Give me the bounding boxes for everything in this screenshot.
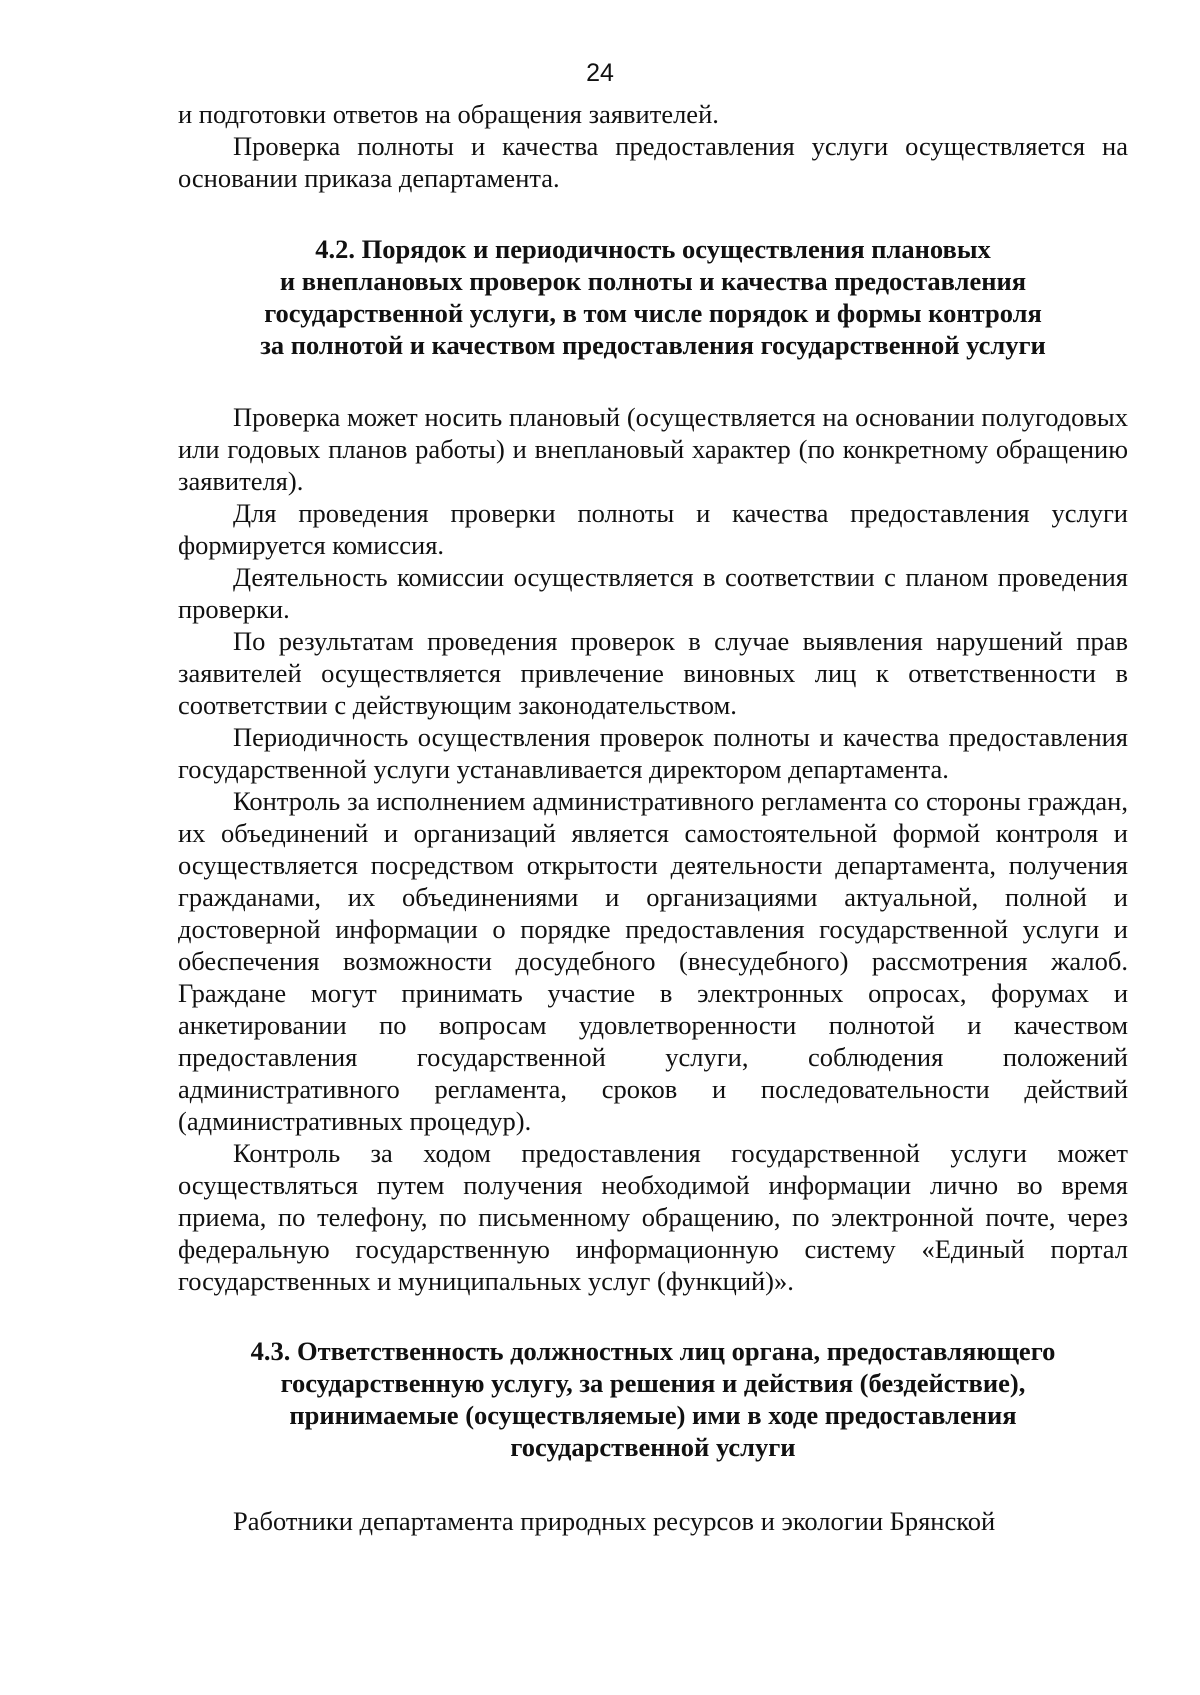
heading-line: государственной услуги, в том числе порядок и формы контроля	[264, 298, 1042, 328]
section-4-2-paragraph: Деятельность комиссии осуществляется в соответствии с планом проведения проверки.	[178, 562, 1128, 624]
document-body	[178, 98, 1128, 1537]
section-4-2-paragraph: Для проведения проверки полноты и качества предоставления услуги формируется комиссия.	[178, 498, 1128, 560]
intro-paragraph: и подготовки ответов на обращения заявителей.	[178, 99, 719, 129]
intro-paragraph: Проверка полноты и качества предоставления услуги осуществляется на основании приказа департамента.	[178, 131, 1128, 193]
section-4-2-paragraph: Контроль за ходом предоставления государственной услуги может осуществляться путем получения необходимой информации лично во время приема, по телефону, по письменному обращению, по электронной почте, через федеральную государственную информационную систему «Единый портал государственных и муниципальных услуг (функций)».	[178, 1138, 1128, 1296]
heading-line: государственной услуги	[510, 1432, 796, 1462]
section-4-2-paragraph: По результатам проведения проверок в случае выявления нарушений прав заявителей осуществляется привлечение виновных лиц к ответственности в соответствии с действующим законодательством.	[178, 626, 1128, 720]
section-4-2-paragraph: Контроль за исполнением административного регламента со стороны граждан, их объединений и организаций является самостоятельной формой контроля и осуществляется посредством открытости деятельности департамента, получения гражданами, их объединениями и организациями актуальной, полной и достоверной информации о порядке предоставления государственной услуги и обеспечения возможности досудебного (внесудебного) рассмотрения жалоб. Граждане могут принимать участие в электронных опросах, форумах и анкетировании по вопросам удовлетворенности полнотой и качеством предоставления государственной услуги, соблюдения положений административного регламента, сроков и последовательности действий (административных процедур).	[178, 786, 1128, 1136]
heading-line: принимаемые (осуществляемые) ими в ходе предоставления	[289, 1400, 1017, 1430]
heading-line: 4.2. Порядок и периодичность осуществления плановых	[315, 234, 991, 264]
section-4-3-heading	[178, 1335, 1128, 1463]
heading-line: за полнотой и качеством предоставления государственной услуги	[260, 330, 1046, 360]
section-4-2-paragraph: Проверка может носить плановый (осуществляется на основании полугодовых или годовых планов работы) и внеплановый характер (по конкретному обращению заявителя).	[178, 402, 1128, 496]
page-number: 24	[586, 59, 614, 87]
section-4-2-heading	[178, 233, 1128, 361]
section-4-3-paragraph: Работники департамента природных ресурсов и экологии Брянской	[233, 1506, 996, 1536]
heading-line: 4.3. Ответственность должностных лиц органа, предоставляющего	[250, 1336, 1056, 1366]
heading-line: и внеплановых проверок полноты и качества предоставления	[279, 266, 1027, 296]
section-4-2-paragraph: Периодичность осуществления проверок полноты и качества предоставления государственной услуги устанавливается директором департамента.	[178, 722, 1128, 784]
heading-line: государственную услугу, за решения и действия (бездействие),	[280, 1368, 1026, 1398]
